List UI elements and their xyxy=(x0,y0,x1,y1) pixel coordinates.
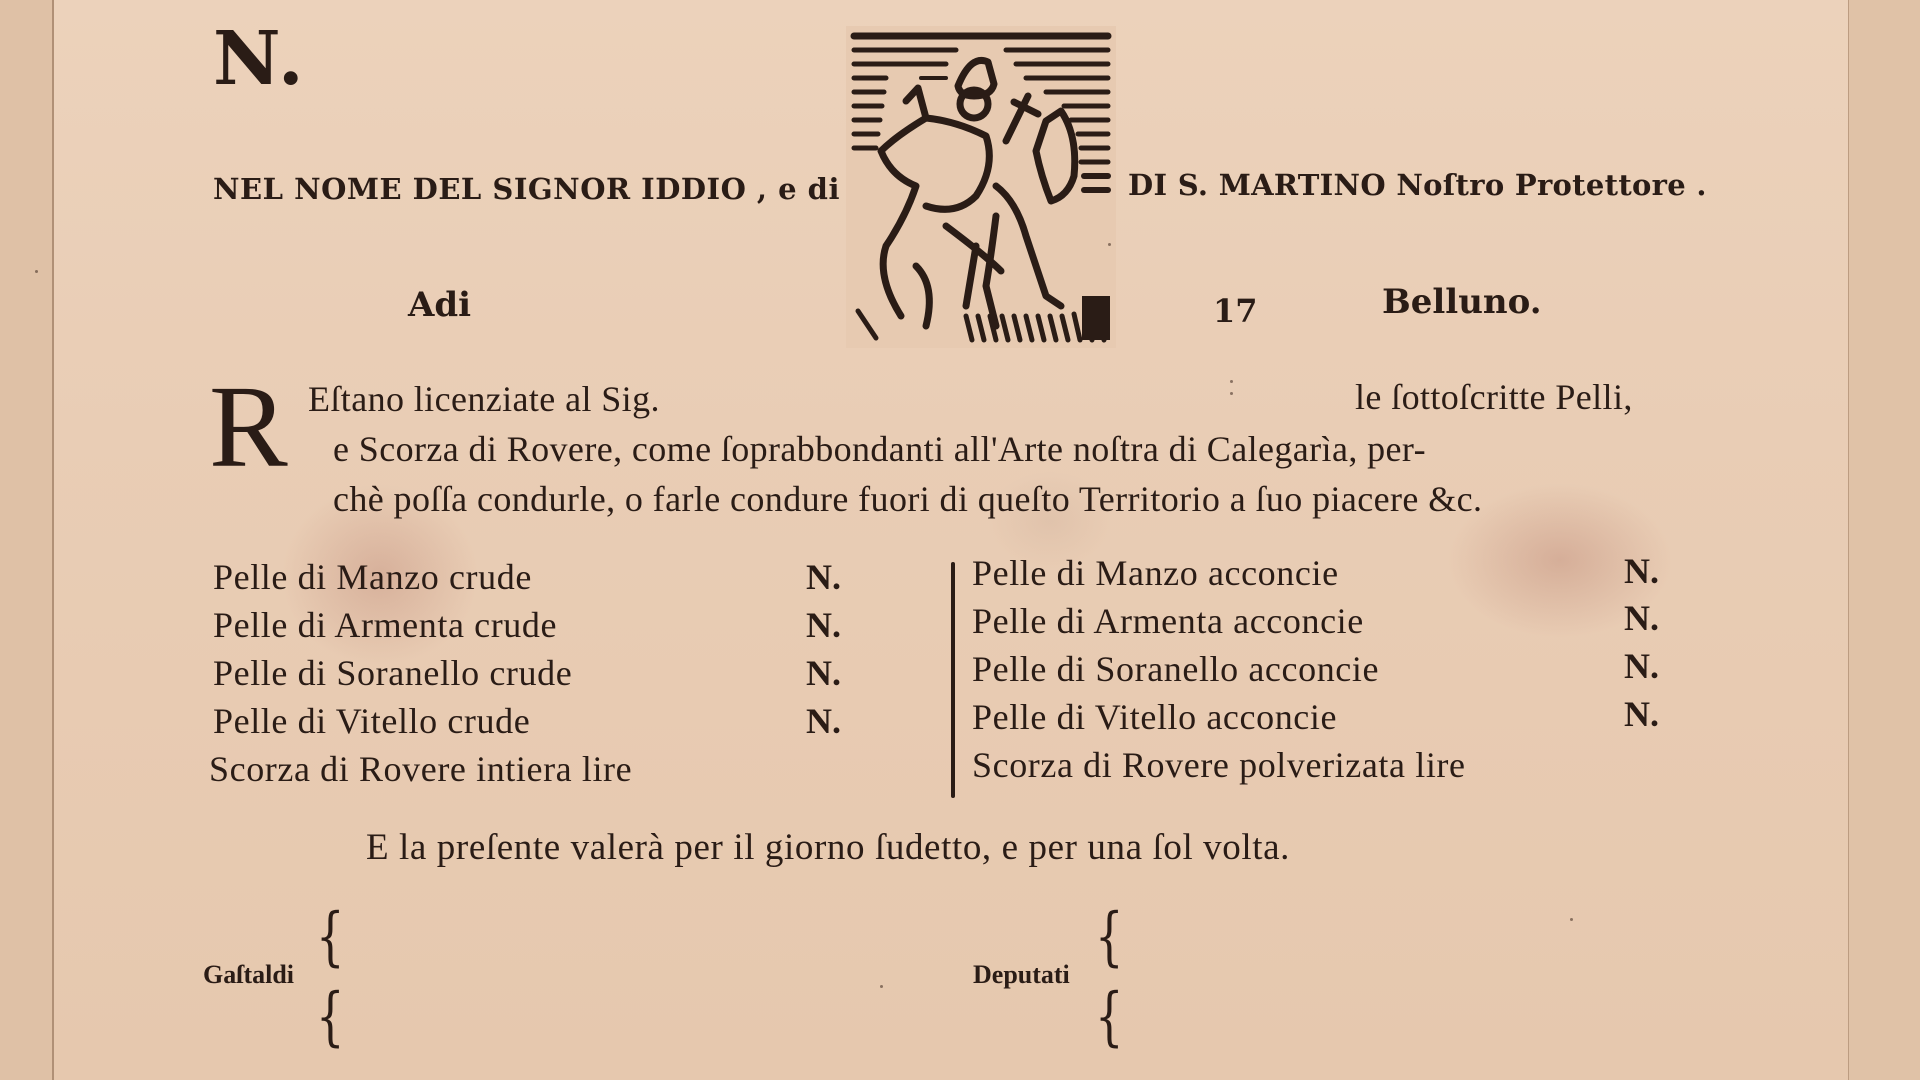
paper-left-edge xyxy=(0,0,54,1080)
table-left-row-label: Pelle di Manzo crude xyxy=(213,557,532,597)
signature-brace-upper-left: { xyxy=(316,900,345,974)
ink-speck xyxy=(35,270,38,273)
table-left-row-label: Pelle di Soranello crude xyxy=(213,653,573,693)
header-invocation-left: NEL NOME DEL SIGNOR IDDIO , e di xyxy=(213,172,840,206)
table-left-row-label: Pelle di Vitello crude xyxy=(213,701,531,741)
table-right-row-qty: N. xyxy=(1624,694,1659,734)
ink-speck xyxy=(1570,918,1573,921)
signature-label-gastaldi: Gaſtaldi xyxy=(203,960,295,989)
table-left-row-label: Pelle di Armenta crude xyxy=(213,605,558,645)
paper-right-fold xyxy=(1848,0,1920,1080)
signature-brace-lower-left: { xyxy=(316,980,345,1054)
signature-label-deputati: Deputati xyxy=(973,960,1070,989)
table-left-row-qty: N. xyxy=(806,557,841,597)
document-number-mark: N. xyxy=(213,16,306,102)
table-left-row-qty: N. xyxy=(806,701,841,741)
table-right-row-qty: N. xyxy=(1624,551,1659,591)
drop-cap-letter: R xyxy=(209,361,288,492)
table-right-row-label: Pelle di Manzo acconcie xyxy=(972,553,1339,593)
body-line-2: e Scorza di Rovere, come ſoprabbondanti all'Arte noſtra di Calegarìa, per- xyxy=(333,429,1426,469)
dateline-year: 17 xyxy=(1213,292,1258,330)
signature-brace-upper-right: { xyxy=(1095,900,1124,974)
dateline-city: Belluno. xyxy=(1382,282,1542,322)
table-right-row-qty: N. xyxy=(1624,646,1659,686)
table-right-row-qty: N. xyxy=(1624,598,1659,638)
ink-speck xyxy=(880,985,883,988)
body-line-1-start: Eſtano licenziate al Sig. xyxy=(308,379,660,419)
table-left-row-qty: N. xyxy=(806,605,841,645)
header-invocation-right: DI S. MARTINO Noſtro Protettore . xyxy=(1128,168,1707,202)
table-left-row-label: Scorza di Rovere intiera lire xyxy=(209,749,633,789)
table-right-row-label: Pelle di Vitello acconcie xyxy=(972,697,1338,737)
table-right-row-label: Pelle di Soranello acconcie xyxy=(972,649,1380,689)
ink-speck xyxy=(1230,380,1233,383)
table-right-row-label: Pelle di Armenta acconcie xyxy=(972,601,1364,641)
dateline-adi: Adi xyxy=(408,285,472,325)
signature-brace-lower-right: { xyxy=(1095,980,1124,1054)
table-right-row-label: Scorza di Rovere polverizata lire xyxy=(972,745,1466,785)
body-line-1-end: le ſottoſcritte Pelli, xyxy=(1355,377,1633,417)
saint-martin-woodcut-icon xyxy=(846,26,1116,348)
table-column-divider xyxy=(951,562,955,798)
ink-speck xyxy=(1108,243,1111,246)
table-left-row-qty: N. xyxy=(806,653,841,693)
body-line-3: chè poſſa condurle, o farle condure fuori di queſto Territorio a ſuo piacere &c. xyxy=(333,479,1483,519)
ink-speck xyxy=(1230,392,1233,395)
closing-statement: E la preſente valerà per il giorno ſudetto, e per una ſol volta. xyxy=(366,827,1291,868)
